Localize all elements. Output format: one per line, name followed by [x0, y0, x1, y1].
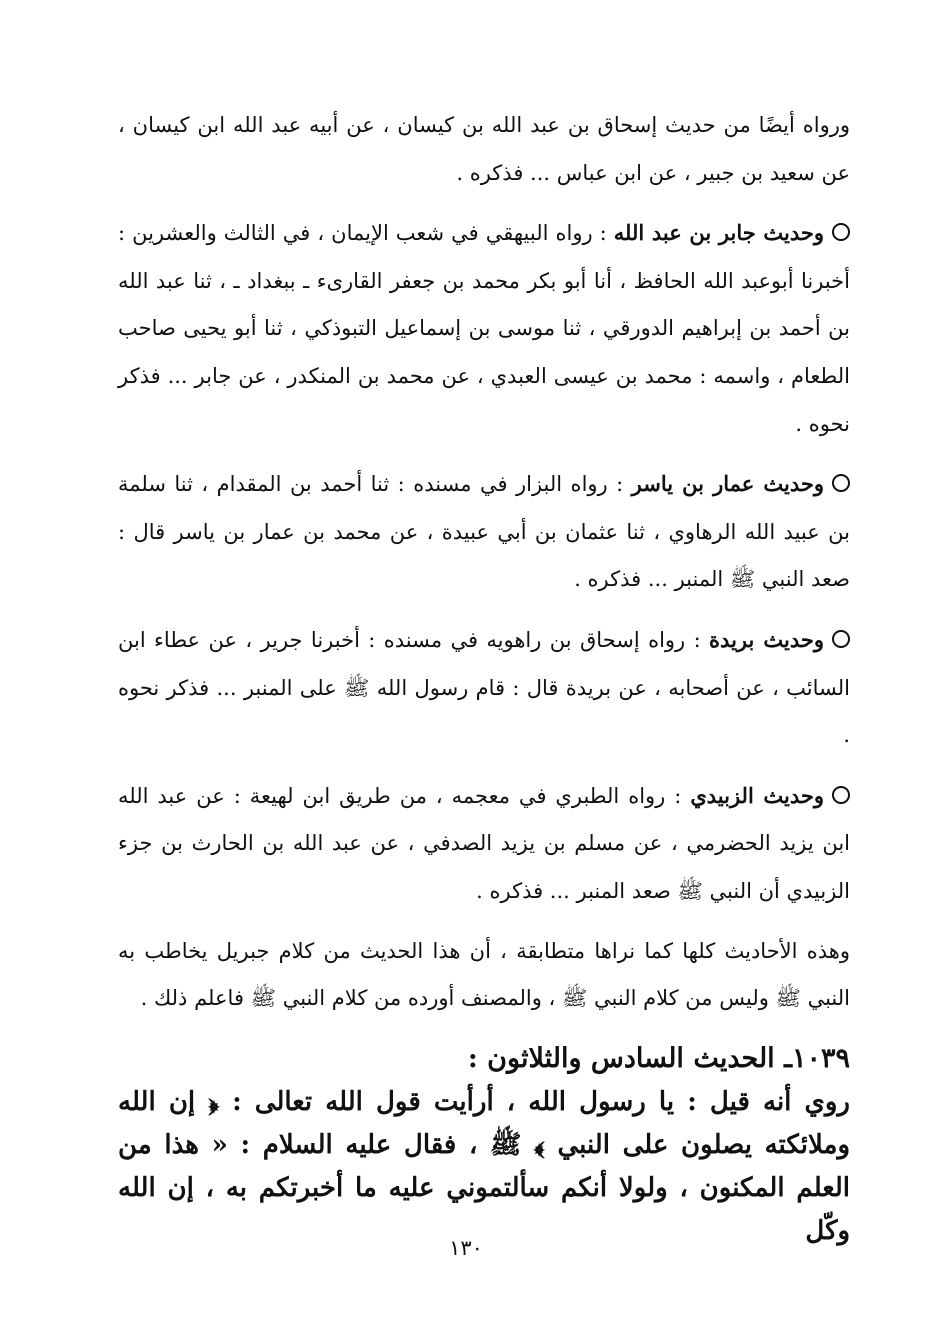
paragraph-1: [118, 102, 850, 197]
paragraph-lead: وحديث الزبيدي: [690, 782, 824, 808]
page-number: ١٣٠: [449, 1236, 483, 1260]
paragraph-text: : رواه البيهقي في شعب الإيمان ، في الثالث والعشرين : أخبرنا أبوعبد الله الحافظ ، أنا أبو بكر محمد بن جعفر القارىء ـ ببغداد ـ ، ثنا عبد الله بن أحمد بن إبراهيم الدورقي ، ثنا موسى بن إسماعيل التبوذكي ، ثنا أبو يحيى صاحب الطعام ، واسمه : محمد بن عيسى العبدي ، عن محمد بن المنكدر ، عن جابر ... فذكر نحوه .: [118, 221, 850, 436]
hadith-text: روي أنه قيل : يا رسول الله ، أرأيت قول الله تعالى : ﴿ إن الله وملائكته يصلون على النبي ﴾ ﷺ ، فقال عليه السلام : « هذا من العلم المكنون ، ولولا أنكم سألتموني عليه ما أخبرتكم به ، إن الله وكّل: [118, 1086, 850, 1246]
paragraph-text: : رواه إسحاق بن راهويه في مسنده : أخبرنا جرير ، عن عطاء ابن السائب ، عن أصحابه ، عن بريدة قال : قام رسول الله ﷺ على المنبر ... فذكر نحوه .: [118, 627, 850, 748]
paragraph-text: : رواه البزار في مسنده : ثنا أحمد بن المقدام ، ثنا سلمة بن عبيد الله الرهاوي ، ثنا عثمان بن أبي عبيدة ، عن محمد بن عمار بن ياسر قال : صعد النبي ﷺ المنبر ... فذكره .: [118, 472, 850, 592]
paragraph-zubaidi: [118, 772, 850, 916]
paragraph-ammar: [118, 460, 850, 604]
paragraph-text: : رواه الطبري في معجمه ، من طريق ابن لهيعة : عن عبد الله ابن يزيد الحضرمي ، عن مسلم بن يزيد الصدفي ، عن عبد الله بن الحارث بن جزء الزبيدي أن النبي ﷺ صعد المنبر ... فذكره .: [118, 783, 850, 903]
paragraph-buraida: [118, 616, 850, 760]
paragraph-jabir: [118, 209, 850, 448]
circle-bullet-icon: [832, 474, 850, 492]
circle-bullet-icon: [832, 630, 850, 648]
paragraph-lead: وحديث جابر بن عبد الله: [613, 220, 824, 246]
paragraph-lead: وحديث بريدة: [709, 626, 824, 652]
hadith-heading: ١٠٣٩ـ الحديث السادس والثلاثون :: [467, 1042, 850, 1074]
paragraph-lead: وحديث عمار بن ياسر: [631, 471, 824, 497]
circle-bullet-icon: [832, 786, 850, 804]
paragraph-text: ورواه أيضًا من حديث إسحاق بن عبد الله بن كيسان ، عن أبيه عبد الله ابن كيسان ، عن سعيد بن جبير ، عن ابن عباس ... فذكره .: [118, 113, 850, 185]
paragraph-text: وهذه الأحاديث كلها كما نراها متطابقة ، أن هذا الحديث من كلام جبريل يخاطب به النبي ﷺ وليس من كلام النبي ﷺ ، والمصنف أورده من كلام النبي ﷺ فاعلم ذلك .: [118, 938, 850, 1011]
paragraph-conclusion: [118, 928, 850, 1023]
circle-bullet-icon: [832, 223, 850, 241]
